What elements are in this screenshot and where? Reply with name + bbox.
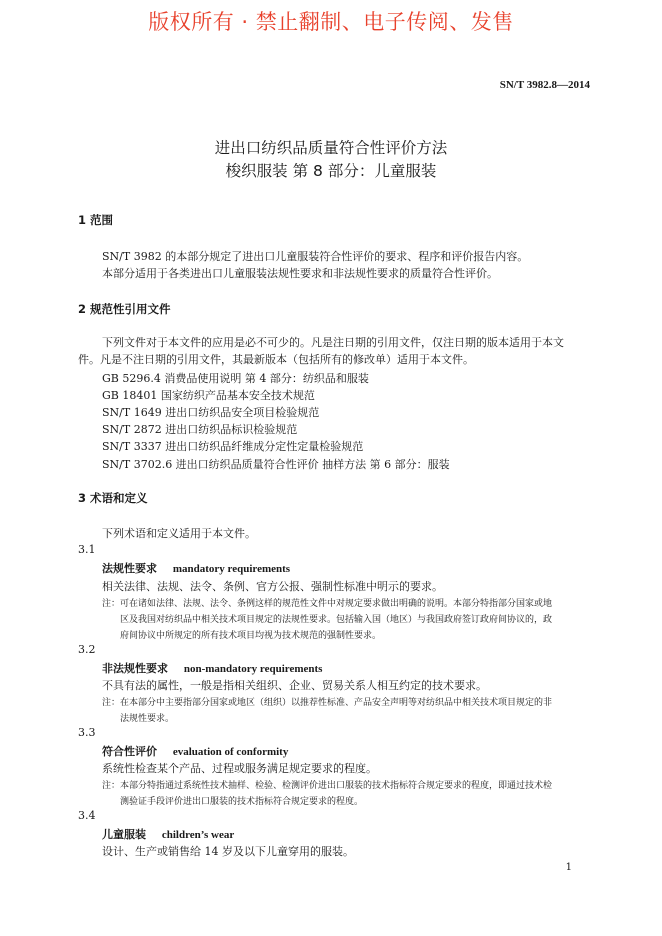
term-note-line: 注：本部分特指通过系统性技术抽样、检验、检测评价进出口服装的技术指标符合规定要求的程度，即通过技术检: [102, 781, 553, 791]
term-note-line: 测验证手段评价进出口服装的技术指标符合规定要求的程度。: [120, 797, 364, 807]
scope-paragraph-1: SN/T 3982 的本部分规定了进出口儿童服装符合性评价的要求、程序和评价报告内容。: [102, 250, 529, 263]
term-title-zh: 儿童服装: [102, 828, 146, 841]
term-title-zh: 非法规性要求: [102, 662, 168, 675]
term-title: [102, 743, 288, 759]
reference-item: SN/T 1649 进出口纺织品安全项目检验规范: [102, 406, 320, 419]
scope-paragraph-2: 本部分适用于各类进出口儿童服装法规性要求和非法规性要求的质量符合性评价。: [102, 267, 498, 280]
reference-item: SN/T 3337 进出口纺织品纤维成分定性定量检验规范: [102, 440, 364, 453]
term-title: [102, 560, 290, 576]
term-note-line: 注：在本部分中主要指部分国家或地区（组织）以推荐性标准、产品安全声明等对纺织品中相关技术项目规定的非: [102, 698, 553, 708]
term-number: 3.4: [78, 809, 96, 822]
term-definition: 设计、生产或销售给 14 岁及以下儿童穿用的服装。: [102, 845, 354, 858]
term-definition: 系统性检查某个产品、过程或服务满足规定要求的程度。: [102, 762, 377, 775]
reference-item: SN/T 2872 进出口纺织品标识检验规范: [102, 423, 298, 436]
term-title-en: children’s wear: [161, 829, 235, 841]
term-note-line: 区及我国对纺织品中相关技术项目规定的法规性要求。包括输入国（地区）与我国政府签订政府间协议的，政: [120, 615, 553, 625]
term-title-zh: 符合性评价: [102, 745, 157, 758]
term-note-line: 府间协议中所规定的所有技术项目均视为技术规范的强制性要求。: [120, 631, 382, 641]
section-1-heading: 1 范围: [78, 213, 114, 227]
reference-item: GB 5296.4 消费品使用说明 第 4 部分：纺织品和服装: [102, 372, 369, 385]
title-line-2: 梭织服装 第 8 部分：儿童服装: [225, 162, 437, 180]
term-title-en: mandatory requirements: [172, 563, 291, 575]
term-note-line: 法规性要求。: [120, 714, 175, 724]
term-note-line: 注：可在诸如法律、法规、法令、条例这样的规范性文件中对规定要求做出明确的说明。本部分特指部分国家或地: [102, 599, 553, 609]
page-number: 1: [565, 862, 572, 873]
references-intro-line-1: 下列文件对于本文件的应用是必不可少的。凡是注日期的引用文件，仅注日期的版本适用于本文: [102, 336, 564, 349]
reference-item: GB 18401 国家纺织产品基本安全技术规范: [102, 389, 315, 402]
term-title-en: non-mandatory requirements: [183, 663, 323, 675]
document-number: SN/T 3982.8—2014: [499, 79, 590, 91]
reference-item: SN/T 3702.6 进出口纺织品质量符合性评价 抽样方法 第 6 部分：服装: [102, 458, 450, 471]
term-title-en: evaluation of conformity: [172, 746, 289, 758]
title-line-1: 进出口纺织品质量符合性评价方法: [214, 139, 448, 157]
term-number: 3.3: [78, 726, 96, 739]
watermark-banner: 版权所有 · 禁止翻制、电子传阅、发售: [148, 10, 514, 34]
term-definition: 不具有法的属性，一般是指相关组织、企业、贸易关系人相互约定的技术要求。: [102, 679, 487, 692]
section-3-heading: 3 术语和定义: [78, 491, 148, 505]
term-title: [102, 660, 322, 676]
terms-intro: 下列术语和定义适用于本文件。: [102, 527, 256, 540]
term-number: 3.2: [78, 643, 96, 656]
section-2-heading: 2 规范性引用文件: [78, 302, 171, 316]
term-definition: 相关法律、法规、法令、条例、官方公报、强制性标准中明示的要求。: [102, 580, 443, 593]
term-title-zh: 法规性要求: [102, 562, 157, 575]
term-title: [102, 826, 234, 842]
references-intro-line-2: 件。凡是不注日期的引用文件，其最新版本（包括所有的修改单）适用于本文件。: [78, 353, 474, 366]
term-number: 3.1: [78, 543, 96, 556]
